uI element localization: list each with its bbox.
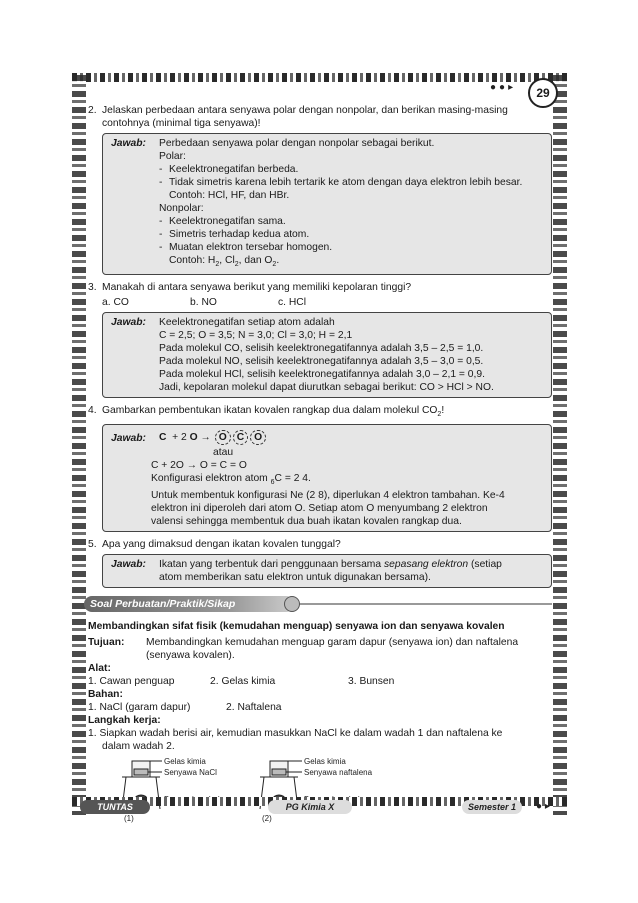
answer-line: Nonpolar:	[159, 203, 204, 214]
question-5	[88, 538, 552, 551]
right-decorative-border	[553, 75, 567, 815]
answer-line: Keelektronegatifan setiap atom adalah	[159, 317, 335, 329]
answer-example: Contoh: $H_2$, $Cl_2$, dan $O_2$.	[169, 255, 280, 269]
section-line	[294, 603, 552, 605]
answer-bullet: - Simetris terhadap kedua atom.	[159, 228, 545, 241]
lewis-product-c: C	[236, 432, 245, 444]
answer-line: Pada molekul CO, selisih keelektronegatifannya adalah 3,5 – 2,5 = 1,0.	[159, 343, 484, 355]
answer-line: Contoh: HCl, HF, dan HBr.	[169, 190, 290, 201]
answer-line: elektron ini diperoleh dari atom O. Setiap atom O menyumbang 2 elektron	[151, 503, 488, 515]
answer-equation: C + 2O → O = C = O	[151, 460, 247, 472]
page-content	[88, 104, 552, 829]
question-number: 3.	[88, 282, 97, 294]
bahan-item: 1. NaCl (garam dapur)	[88, 702, 191, 714]
question-number: 5.	[88, 539, 97, 551]
alat-item: 3. Bunsen	[348, 676, 395, 688]
answer-box-5	[102, 554, 552, 588]
answer-label: Jawab:	[111, 138, 146, 149]
label-senyawa-1: Senyawa NaCl	[164, 768, 217, 778]
step-1: 1. Siapkan wadah berisi air, kemudian masukkan NaCl ke dalam wadah 1 dan naftalena ke	[88, 728, 503, 740]
label-num-2: (2)	[262, 814, 272, 824]
answer-atau: atau	[213, 447, 234, 459]
lewis-plus: + 2	[172, 432, 187, 444]
option-a: a. CO	[102, 297, 129, 309]
answer-box-2	[102, 133, 552, 275]
answer-bullet: - Keelektronegatifan berbeda.	[159, 163, 545, 176]
answer-line: atom memberikan satu elektron untuk digunakan bersama).	[159, 572, 431, 584]
answer-box-3	[102, 312, 552, 398]
left-decorative-border	[72, 75, 86, 815]
section-header	[84, 596, 552, 612]
bahan-label: Bahan:	[88, 689, 123, 701]
answer-line: Untuk membentuk konfigurasi Ne (2 8), diperlukan 4 elektron tambahan. Ke-4	[151, 490, 505, 502]
section-knob-icon	[284, 596, 300, 612]
answer-bullet: - Tidak simetris karena lebih tertarik ke atom dengan daya elektron lebih besar.	[159, 176, 545, 189]
footer-title: PG Kimia X	[268, 800, 352, 814]
tujuan-label: Tujuan:	[88, 637, 125, 649]
option-c: c. HCl	[278, 297, 307, 309]
question-3	[88, 281, 552, 294]
lewis-arrow: →	[200, 432, 211, 444]
question-text: Apa yang dimaksud dengan ikatan kovalen tunggal?	[102, 539, 341, 551]
bahan-item: 2. Naftalena	[226, 702, 282, 714]
page-number: 29	[528, 78, 558, 108]
label-senyawa-2: Senyawa naftalena	[304, 768, 373, 778]
alat-item: 2. Gelas kimia	[210, 676, 276, 688]
answer-label: Jawab:	[111, 317, 146, 329]
answer-line: Pada molekul NO, selisih keelektronegatifannya adalah 3,5 – 3,0 = 0,5.	[159, 356, 484, 368]
langkah-label: Langkah kerja:	[88, 715, 161, 727]
answer-line: Jadi, kepolaran molekul dapat diurutkan sebagai berikut: CO > HCl > NO.	[159, 382, 494, 394]
options	[88, 296, 552, 309]
answer-line: Ikatan yang terbentuk dari penggunaan bersama sepasang elektron (setiap	[159, 559, 502, 571]
question-text: Manakah di antara senyawa berikut yang memiliki kepolaran tinggi?	[102, 282, 412, 294]
lab-figure	[88, 755, 552, 829]
section-title: Soal Perbuatan/Praktik/Sikap	[84, 596, 294, 612]
header-dots-icon: ●●▸	[490, 82, 517, 93]
answer-bullet: - Keelektronegatifan sama.	[159, 215, 545, 228]
answer-label: Jawab:	[111, 433, 146, 445]
practice-heading: Membandingkan sifat fisik (kemudahan menguap) senyawa ion dan senyawa kovalen	[88, 621, 505, 633]
answer-line: Pada molekul HCl, selisih keelektronegatifannya adalah 3,0 – 2,1 = 0,9.	[159, 369, 485, 381]
answer-line: Perbedaan senyawa polar dengan nonpolar sebagai berikut.	[159, 138, 435, 149]
footer-arrow-icon: ● ▸	[536, 801, 550, 812]
lewis-product-o: O	[254, 432, 263, 444]
practice-tujuan: Tujuan: Membandingkan kemudahan menguap garam dapur (senyawa ion) dan naftalena (senyawa kovalen).	[88, 637, 519, 662]
answer-line: C = 2,5; O = 3,5; N = 3,0; Cl = 3,0; H = 2,1	[159, 330, 353, 342]
label-num-1: (1)	[124, 814, 134, 824]
question-number: 2.	[88, 105, 97, 116]
alat-label: Alat:	[88, 663, 111, 675]
question-text: Gambarkan pembentukan ikatan kovalen rangkap dua dalam molekul $CO_2$!	[102, 405, 445, 419]
footer-tuntas: TUNTAS	[80, 800, 150, 814]
step-1-cont: dalam wadah 2.	[102, 741, 175, 753]
question-text: Jelaskan perbedaan antara senyawa polar dengan nonpolar, dan berikan masing-masing	[102, 105, 508, 116]
lewis-structure	[159, 430, 545, 446]
option-b: b. NO	[190, 297, 217, 309]
answer-config: Konfigurasi elektron atom $_6$C = 2 4.	[151, 473, 311, 487]
lewis-product-o: O	[218, 432, 227, 444]
label-gelas-2: Gelas kimia	[304, 757, 346, 767]
alat-item: 1. Cawan penguap	[88, 676, 175, 688]
label-gelas-1: Gelas kimia	[164, 757, 206, 767]
bahan-list	[88, 701, 552, 714]
answer-line: valensi sehingga membentuk dua buah ikatan kovalen rangkap dua.	[151, 516, 462, 528]
lewis-oxygen: O	[189, 432, 198, 444]
answer-bullet: - Muatan elektron tersebar homogen.	[159, 241, 545, 254]
top-decorative-border	[72, 73, 567, 82]
question-4	[88, 404, 552, 421]
answer-label: Jawab:	[111, 559, 146, 571]
question-2	[88, 104, 552, 130]
question-text-cont: contohnya (minimal tiga senyawa)!	[102, 118, 261, 129]
answer-line: Polar:	[159, 151, 186, 162]
lab-figure-drawing	[88, 755, 552, 829]
alat-list	[88, 675, 552, 688]
lewis-carbon: C	[159, 432, 167, 444]
question-number: 4.	[88, 405, 97, 417]
footer-semester: Semester 1	[462, 800, 522, 814]
answer-box-4	[102, 424, 552, 532]
